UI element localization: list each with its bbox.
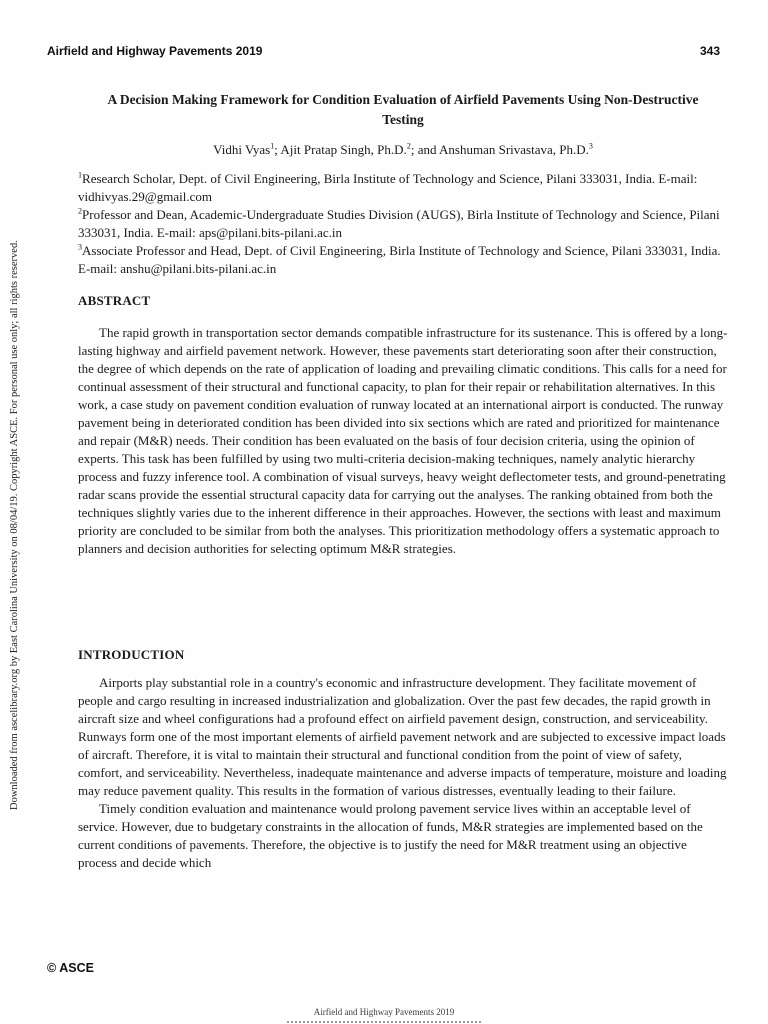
affiliation-text: Professor and Dean, Academic-Undergraduate Studies Division (AUGS), Birla Institute of Technology and Science, Pilani 333031, India. E-mail: aps@pilani.bits-pilani.ac.in (78, 207, 720, 240)
author-name: ; Ajit Pratap Singh, Ph.D. (274, 142, 407, 157)
affiliation-text: Research Scholar, Dept. of Civil Engineering, Birla Institute of Technology and Science, Pilani 333031, India. E-mail: vidhivyas.29@gmail.com (78, 171, 698, 204)
affiliation-entry (78, 242, 728, 278)
affiliation-marker: 2 (78, 206, 83, 216)
affiliation-marker: 3 (588, 141, 593, 151)
abstract-paragraph: The rapid growth in transportation sector demands compatible infrastructure for its sustenance. This is offered by a long-lasting highway and airfield pavement network. However, these pavements start deteriorating soon after their construction, the degree of which depends on the rate of application of loading and prevailing climatic conditions. This calls for a need for continual assessment of their structural and functional capacity, to plan for their repair or rehabilitation alternatives. In this work, a case study on pavement condition evaluation of runway located at an international airport is conducted. The runway pavement being in deteriorated condition has been divided into six sections which are rated and prioritized for maintenance and repair (M&R) needs. Their condition has been evaluated on the basis of four decision criteria, using the opinion of experts. This task has been fulfilled by using two multi-criteria decision-making techniques, namely analytic hierarchy process and fuzzy inference tool. A combination of visual surveys, heavy weight deflectometer tests, and ground-penetrating radar scans provide the essential structural capacity data for carrying out the analyses. The ranking obtained from both the techniques slightly varies due to the inherent difference in their approaches. However, the sections with least and maximum priority are concluded to be similar from both the analyses. This prioritization methodology offers a systematic approach to planners and decision authorities for selecting optimum M&R strategies. (78, 325, 728, 556)
footer-conference-title: Airfield and Highway Pavements 2019 (313, 1007, 455, 1017)
download-copyright-notice: Downloaded from ascelibrary.org by East Carolina University on 08/04/19. Copyright ASCE. For personal use only; all rights reserved. (9, 240, 20, 810)
running-header (47, 44, 720, 58)
authors-line (78, 141, 728, 158)
introduction-body (78, 674, 728, 872)
author-name: Vidhi Vyas (213, 142, 271, 157)
introduction-paragraph-2: Timely condition evaluation and maintenance would prolong pavement service lives within an acceptable level of service. However, due to budgetary constraints in the allocation of funds, M&R strategies are implemented based on the current conditions of pavements. Therefore, the objective is to justify the need for M&R treatment using an objective process and decide which (78, 801, 703, 870)
running-header-title: Airfield and Highway Pavements 2019 (47, 44, 263, 58)
paper-title: A Decision Making Framework for Condition Evaluation of Airfield Pavements Using Non-Destructive Testing (107, 92, 699, 127)
affiliation-marker: 1 (78, 170, 83, 180)
page-number: 343 (699, 44, 720, 58)
affiliation-entry (78, 170, 728, 206)
affiliation-text: Associate Professor and Head, Dept. of Civil Engineering, Birla Institute of Technology and Science, Pilani 333031, India. E-mail: anshu@pilani.bits-pilani.ac.in (78, 243, 721, 276)
author-name: ; and Anshuman Srivastava, Ph.D. (410, 142, 589, 157)
affiliation-marker: 3 (78, 242, 83, 252)
introduction-paragraph-1: Airports play substantial role in a country's economic and infrastructure development. They facilitate movement of people and cargo resulting in increased industrialization and globalization. Over the past few decades, the rapid growth in aircraft size and wheel configurations had a profound effect on airfield pavement design, construction, and serviceability. Runways form one of the most important elements of airfield pavement network and are subjected to excessive impact loads of aircraft. Therefore, it is vital to maintain their structural and functional condition from the point of view of safety, comfort, and serviceability. Nevertheless, inadequate maintenance and adverse impacts of temperature, moisture and loading may reduce pavement quality. This results in the formation of various distresses, eventually leading to their failure. (78, 675, 727, 798)
cut-off-text-sliver (287, 1021, 481, 1023)
introduction-heading: INTRODUCTION (78, 647, 185, 662)
asce-copyright: © ASCE (47, 961, 94, 975)
abstract-body (78, 324, 728, 558)
affiliation-entry (78, 206, 728, 242)
affiliations-block (78, 170, 728, 278)
abstract-heading: ABSTRACT (78, 293, 151, 308)
affiliation-marker: 1 (270, 141, 275, 151)
affiliation-marker: 2 (406, 141, 411, 151)
